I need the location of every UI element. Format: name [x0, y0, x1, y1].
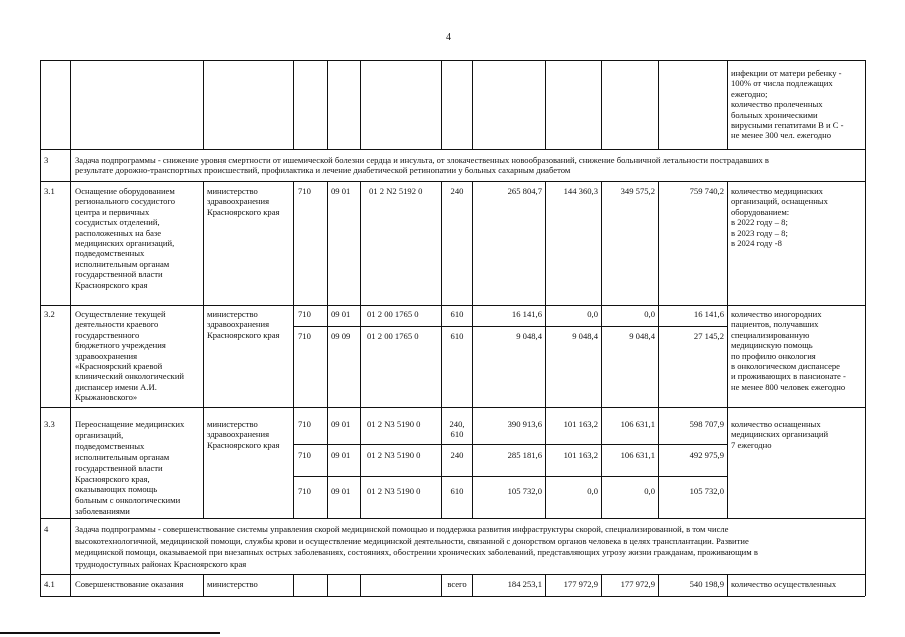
target-article-code: 01 2 00 1765 0 — [367, 331, 419, 341]
target-article-code: 01 2 N3 5190 0 — [367, 450, 421, 460]
table-rule — [40, 149, 865, 150]
measure-name: здравоохранения — [75, 350, 138, 361]
target-article-code: 01 2 N3 5190 0 — [367, 419, 421, 429]
executor: министерство — [207, 419, 258, 429]
table-rule — [327, 60, 328, 149]
outcome-text: ежегодно; — [731, 88, 768, 99]
table-right-border — [865, 60, 866, 596]
measure-name: центра и первичных — [75, 206, 150, 217]
section-code: 09 01 — [331, 186, 351, 196]
table-rule — [40, 181, 865, 182]
section-heading: результате дорожно-транспортных происшествий, профилактика и лечение диабетической ретинопатии у больных сахарным диабетом — [75, 165, 571, 176]
outcome-text: количество пролеченных — [731, 99, 823, 110]
outcome-text: 7 ежегодно — [731, 439, 772, 450]
table-rule — [327, 181, 328, 518]
grbs-code: 710 — [298, 486, 311, 496]
target-article-code: 01 2 00 1765 0 — [367, 309, 419, 319]
amount-total: 492 975,9 — [689, 450, 724, 460]
section-heading: труднодоступных районах Красноярского края — [75, 558, 247, 569]
measure-name: организаций, — [75, 429, 124, 440]
table-rule — [727, 574, 728, 596]
expense-type-code: 610 — [450, 429, 464, 440]
expense-type-code: 240 — [450, 186, 464, 196]
grbs-code: 710 — [298, 450, 311, 460]
outcome-text: инфекции от матери ребенку - — [731, 68, 842, 78]
table-rule — [40, 407, 865, 408]
table-rule — [360, 60, 361, 149]
table-rule — [70, 149, 71, 181]
table-rule — [545, 181, 546, 518]
amount-2024: 106 631,1 — [620, 450, 655, 460]
outcome-text: специализированную — [731, 329, 810, 340]
measure-name: исполнительным органам — [75, 258, 170, 269]
table-rule — [40, 305, 865, 306]
outcome-text: в 2024 году -8 — [731, 238, 782, 248]
grbs-code: 710 — [298, 419, 311, 429]
table-rule — [441, 574, 442, 596]
table-rule — [360, 574, 361, 596]
executor: министерство — [207, 579, 258, 589]
outcome-text: вирусными гепатитами В и С - — [731, 120, 844, 130]
table-rule — [727, 60, 728, 149]
expense-type-code: всего — [447, 579, 467, 589]
page-number: 4 — [446, 32, 451, 43]
table-rule — [40, 574, 865, 575]
outcome-text: в онкологическом диспансере — [731, 361, 840, 371]
expense-type-code: 240 — [450, 450, 464, 460]
amount-total: 27 145,2 — [693, 331, 724, 341]
measure-name: бюджетного учреждения — [75, 340, 166, 351]
table-rule — [658, 181, 659, 518]
outcome-text: в 2022 году – 8; — [731, 217, 788, 228]
executor: министерство — [207, 309, 258, 319]
expense-type-code: 610 — [450, 486, 464, 496]
table-left-border — [40, 60, 41, 596]
section-code: 09 01 — [331, 450, 351, 460]
amount-total: 16 141,6 — [693, 309, 724, 319]
executor: Красноярского края — [207, 329, 280, 340]
amount-2024: 0,0 — [644, 309, 655, 319]
measure-name: «Красноярский краевой — [75, 361, 163, 371]
measure-name: Красноярского края — [75, 279, 148, 290]
amount-2024: 9 048,4 — [629, 331, 655, 341]
table-rule — [293, 326, 727, 327]
table-top-border — [40, 60, 865, 61]
outcome-text: больных хроническими — [731, 109, 818, 120]
section-code: 09 01 — [331, 486, 351, 496]
expense-type-code: 610 — [450, 309, 464, 319]
amount-2022: 285 181,6 — [507, 450, 542, 460]
measure-name: исполнительным органам — [75, 451, 170, 462]
outcome-text: количество иногородних — [731, 309, 822, 319]
executor: здравоохранения — [207, 429, 270, 440]
grbs-code: 710 — [298, 309, 311, 319]
table-rule — [601, 60, 602, 149]
table-rule — [327, 574, 328, 596]
measure-name: сосудистых отделений, — [75, 217, 160, 228]
measure-name: Оснащение оборудованием — [75, 186, 175, 196]
table-rule — [70, 60, 71, 149]
table-bottom-edge — [40, 596, 865, 597]
table-rule — [203, 60, 204, 149]
row-number: 3.3 — [44, 419, 55, 429]
amount-2023: 0,0 — [587, 309, 598, 319]
table-rule — [293, 181, 294, 518]
amount-2024: 349 575,2 — [620, 186, 655, 196]
section-code: 09 01 — [331, 309, 351, 319]
measure-name: государственной власти — [75, 462, 163, 473]
row-number: 4.1 — [44, 579, 55, 589]
executor: Красноярского края — [207, 206, 280, 217]
measure-name: Осуществление текущей — [75, 309, 166, 319]
measure-name: регионального сосудистого — [75, 196, 175, 207]
amount-total: 105 732,0 — [689, 486, 724, 496]
amount-2023: 9 048,4 — [572, 331, 598, 341]
amount-2022: 105 732,0 — [507, 486, 542, 496]
table-rule — [70, 518, 71, 574]
row-number: 3.2 — [44, 309, 55, 319]
measure-name: Совершенствование оказания — [75, 579, 184, 589]
executor: Красноярского края — [207, 439, 280, 450]
amount-2023: 0,0 — [587, 486, 598, 496]
measure-name: государственного — [75, 329, 140, 340]
measure-name: Красноярского края, — [75, 473, 150, 484]
measure-name: Переоснащение медицинских — [75, 419, 185, 429]
section-heading: Задача подпрограммы - совершенствование системы управления скорой медицинской помощью и поддержка развития инфраструктуры скорой, специализированной, в том числе — [75, 524, 729, 534]
amount-2023: 101 163,2 — [563, 419, 598, 429]
grbs-code: 710 — [298, 186, 311, 196]
amount-2022: 184 253,1 — [507, 579, 542, 589]
table-rule — [293, 60, 294, 149]
outcome-text: пациентов, получавших — [731, 319, 819, 330]
grbs-code: 710 — [298, 331, 311, 341]
measure-name: больным с онкологическими — [75, 495, 181, 506]
measure-name: деятельности краевого — [75, 319, 159, 330]
target-article-code: 01 2 N3 5190 0 — [367, 486, 421, 496]
outcome-text: медицинскую помощь — [731, 340, 813, 351]
measure-name: оказывающих помощь — [75, 484, 158, 495]
table-rule — [293, 476, 727, 477]
measure-name: клинический онкологический — [75, 371, 185, 382]
outcome-text: по профилю онкология — [731, 350, 816, 361]
measure-name: подведомственных — [75, 248, 145, 259]
amount-2024: 177 972,9 — [620, 579, 655, 589]
executor: здравоохранения — [207, 196, 270, 207]
table-rule — [727, 181, 728, 518]
amount-2024: 0,0 — [644, 486, 655, 496]
amount-total: 598 707,9 — [689, 419, 724, 429]
outcome-text: и проживающих в пансионате - — [731, 371, 846, 382]
section-code: 09 01 — [331, 419, 351, 429]
row-number: 3.1 — [44, 186, 55, 196]
table-rule — [203, 574, 204, 596]
outcome-text: количество осуществленных — [731, 579, 837, 589]
executor: здравоохранения — [207, 319, 270, 330]
table-rule — [293, 444, 727, 445]
executor: министерство — [207, 186, 258, 196]
table-rule — [203, 181, 204, 518]
measure-name: медицинских организаций, — [75, 238, 175, 248]
measure-name: расположенных на базе — [75, 227, 162, 238]
measure-name: Крыжановского» — [75, 392, 138, 403]
amount-2023: 177 972,9 — [563, 579, 598, 589]
table-rule — [472, 60, 473, 149]
table-rule — [441, 181, 442, 518]
amount-2022: 390 913,6 — [507, 419, 542, 429]
outcome-text: в 2023 году – 8; — [731, 227, 788, 238]
amount-2022: 16 141,6 — [511, 309, 542, 319]
amount-2022: 265 804,7 — [507, 186, 542, 196]
section-heading: высокотехнологичной, медицинской помощи, службы крови и осуществление медицинской деятельности, связанной с донорством органов человека в целях трансплантации. Развитие — [75, 535, 749, 546]
table-rule — [70, 181, 71, 518]
outcome-text: медицинских организаций — [731, 429, 829, 440]
outcome-text: не менее 300 чел. ежегодно — [731, 130, 832, 141]
section-heading: медицинской помощи, оказываемой при внезапных острых заболеваниях, состояниях, обострении хронических заболеваний, представляющих угрозу жизни гражданам, проживающим в — [75, 547, 758, 557]
outcome-text: количество медицинских — [731, 186, 823, 196]
table-rule — [293, 574, 294, 596]
outcome-text: организаций, оснащенных — [731, 196, 828, 207]
table-rule — [40, 518, 865, 519]
table-rule — [601, 181, 602, 518]
section-number: 4 — [44, 524, 49, 534]
target-article-code: 01 2 N2 5192 0 — [369, 186, 423, 196]
amount-2023: 101 163,2 — [563, 450, 598, 460]
amount-2023: 144 360,3 — [563, 186, 598, 196]
outcome-text: не менее 800 человек ежегодно — [731, 381, 846, 392]
program-table — [40, 60, 865, 637]
outcome-text: 100% от числа подлежащих — [731, 78, 833, 89]
section-heading: Задача подпрограммы - снижение уровня смертности от ишемической болезни сердца и инсульта, от злокачественных новообразований, снижение больничной летальности пострадавших в — [75, 155, 769, 165]
outcome-text: оборудованием: — [731, 206, 790, 217]
table-rule — [472, 181, 473, 518]
table-rule — [360, 181, 361, 518]
section-code: 09 09 — [331, 331, 351, 341]
amount-2024: 106 631,1 — [620, 419, 655, 429]
table-rule — [658, 60, 659, 149]
table-rule — [545, 60, 546, 149]
expense-type-code: 610 — [450, 331, 464, 341]
outcome-text: количество оснащенных — [731, 419, 821, 429]
amount-2022: 9 048,4 — [516, 331, 542, 341]
measure-name: подведомственных — [75, 440, 145, 451]
expense-type-code: 240, — [449, 419, 465, 429]
amount-total: 759 740,2 — [689, 186, 724, 196]
table-rule — [70, 574, 71, 596]
measure-name: заболеваниями — [75, 506, 130, 517]
measure-name: диспансер имени А.И. — [75, 381, 157, 392]
table-rule — [441, 60, 442, 149]
measure-name: государственной власти — [75, 269, 163, 280]
amount-total: 540 198,9 — [689, 579, 724, 589]
footer-rule — [0, 632, 220, 634]
section-number: 3 — [44, 155, 49, 165]
